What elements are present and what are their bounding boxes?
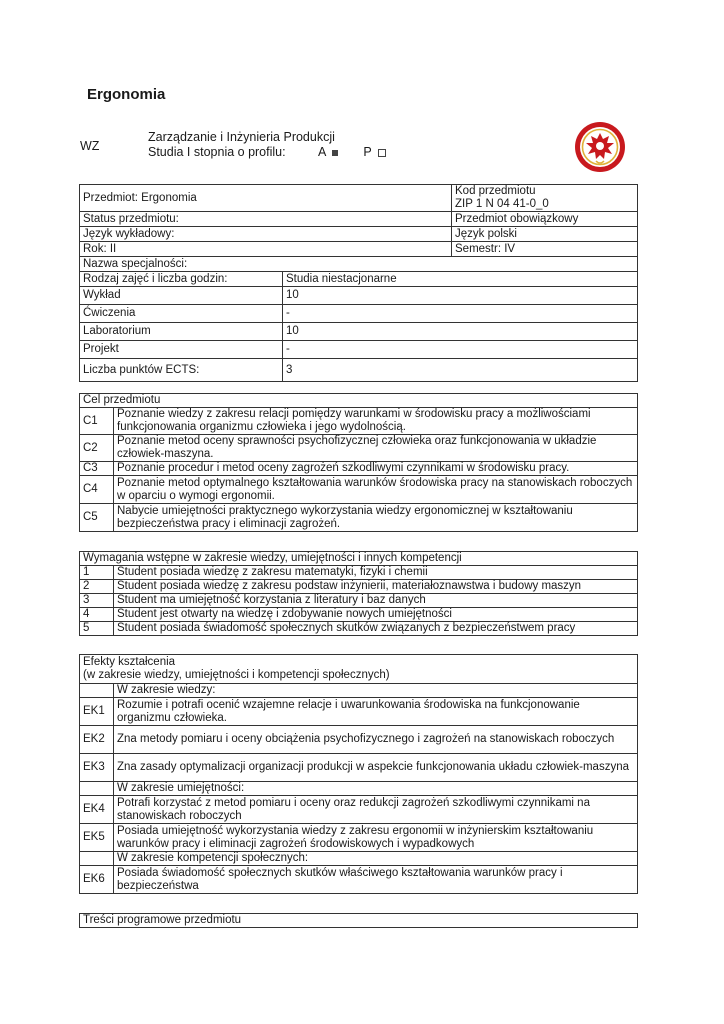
table-row [80,242,638,257]
semester-value: Semestr: IV [452,242,638,257]
table-row [80,754,638,782]
effect-code: EK5 [80,824,114,852]
language-label: Język wykładowy: [80,227,452,242]
profile-option-a [318,145,338,160]
effect-text: Zna metody pomiaru i oceny obciążenia psychofizycznego i zagrożeń na stanowiskach roboczych [114,726,638,754]
table-row [80,608,638,622]
prereq-title: Wymagania wstępne w zakresie wiedzy, umiejętności i innych kompetencji [80,552,638,566]
course-info-table [79,184,638,382]
code-cell [452,185,638,212]
specialty-label: Nazwa specjalności: [80,257,638,272]
hours-label: Wykład [80,287,283,305]
prereq-text: Student ma umiejętność korzystania z literatury i baz danych [114,594,638,608]
table-row [80,566,638,580]
goal-code: C5 [80,504,114,532]
profile-option-a-label: A [318,145,327,159]
table-row [80,272,638,287]
goal-text: Poznanie procedur i metod oceny zagrożeń szkodliwymi czynnikami w środowisku pracy. [114,462,638,476]
hours-value: - [283,305,638,323]
table-row [80,796,638,824]
language-value: Język polski [452,227,638,242]
effect-code: EK4 [80,796,114,824]
goal-code: C4 [80,476,114,504]
course-goals-table [79,393,638,532]
code-value: ZIP 1 N 04 41-0_0 [455,198,549,210]
effect-code: EK1 [80,698,114,726]
social-header: W zakresie kompetencji społecznych: [114,852,638,866]
empty-cell [80,782,114,796]
prereq-code: 3 [80,594,114,608]
goal-code: C1 [80,408,114,435]
table-row [80,914,638,928]
effect-text: Potrafi korzystać z metod pomiaru i oceny oraz redukcji zagrożeń szkodliwymi czynnikami na stanowiskach roboczych [114,796,638,824]
table-row [80,185,638,212]
hours-value: 10 [283,323,638,341]
goal-text: Poznanie wiedzy z zakresu relacji pomiędzy warunkami w środowisku pracy a możliwościami funkcjonowania organizmu człowieka i jego wydolnością. [114,408,638,435]
hours-label: Laboratorium [80,323,283,341]
table-row [80,866,638,894]
table-row [80,622,638,636]
effect-code: EK3 [80,754,114,782]
table-row [80,824,638,852]
prereq-text: Student posiada wiedzę z zakresu matematyki, fizyki i chemii [114,566,638,580]
goal-text: Nabycie umiejętności praktycznego wykorzystania wiedzy ergonomicznej w kształtowaniu bezpieczeństwa pracy i eliminacji zagrożeń. [114,504,638,532]
goals-title: Cel przedmiotu [80,394,638,408]
effect-text: Posiada świadomość społecznych skutków właściwego kształtowania warunków pracy i bezpieczeństwa [114,866,638,894]
table-row [80,408,638,435]
table-row [80,227,638,242]
skills-header: W zakresie umiejętności: [114,782,638,796]
effects-heading [80,655,638,684]
table-row [80,580,638,594]
goal-code: C3 [80,462,114,476]
program-info [148,130,411,160]
effect-code: EK6 [80,866,114,894]
program-name: Zarządzanie i Inżynieria Produkcji [148,130,335,144]
classes-value: Studia niestacjonarne [283,272,638,287]
table-row [80,726,638,754]
table-row [80,655,638,684]
prereq-code: 5 [80,622,114,636]
prereq-code: 2 [80,580,114,594]
ects-label: Liczba punktów ECTS: [80,359,283,382]
faculty-code: WZ [80,139,100,153]
table-row [80,287,638,305]
table-row [80,212,638,227]
empty-cell [80,852,114,866]
document-title: Ergonomia [87,86,166,103]
table-row [80,462,638,476]
profile-label: Studia I stopnia o profilu: [148,145,286,159]
profile-row [148,145,411,160]
subject-cell: Przedmiot: Ergonomia [80,185,452,212]
effects-subtitle: (w zakresie wiedzy, umiejętności i kompetencji społecznych) [83,669,390,681]
prereq-text: Student posiada wiedzę z zakresu podstaw inżynierii, materiałoznawstwa i budowy maszyn [114,580,638,594]
profile-option-p [363,145,385,160]
prereq-text: Student jest otwarty na wiedzę i zdobywanie nowych umiejętności [114,608,638,622]
code-label: Kod przedmiotu [455,185,536,197]
table-row [80,504,638,532]
goal-text: Poznanie metod optymalnego kształtowania warunków środowiska pracy na stanowiskach roboczych w oparciu o wymogi ergonomii. [114,476,638,504]
prereq-code: 1 [80,566,114,580]
table-row [80,476,638,504]
table-row [80,684,638,698]
university-emblem-icon [574,121,626,173]
hours-value: 10 [283,287,638,305]
ects-value: 3 [283,359,638,382]
table-row [80,698,638,726]
effects-title: Efekty kształcenia [83,656,176,668]
program-content-table [79,913,638,928]
knowledge-header: W zakresie wiedzy: [114,684,638,698]
profile-option-p-label: P [363,145,372,159]
table-row [80,359,638,382]
hours-label: Ćwiczenia [80,305,283,323]
checked-box-icon [332,150,338,156]
goal-code: C2 [80,435,114,462]
effect-code: EK2 [80,726,114,754]
hours-label: Projekt [80,341,283,359]
learning-outcomes-table [79,654,638,894]
table-row [80,394,638,408]
unchecked-box-icon [378,149,386,157]
table-row [80,257,638,272]
effect-text: Zna zasady optymalizacji organizacji produkcji w aspekcie funkcjonowania układu człowiek-maszyna [114,754,638,782]
hours-value: - [283,341,638,359]
content-title: Treści programowe przedmiotu [80,914,638,928]
empty-cell [80,684,114,698]
effect-text: Posiada umiejętność wykorzystania wiedzy z zakresu ergonomii w inżynierskim kształtowaniu warunków pracy i eliminacji zagrożeń środowiskowych i wypadkowych [114,824,638,852]
table-row [80,852,638,866]
effect-text: Rozumie i potrafi ocenić wzajemne relacje i uwarunkowania środowiska na funkcjonowanie organizmu człowieka. [114,698,638,726]
table-row [80,341,638,359]
table-row [80,435,638,462]
year-label: Rok: II [80,242,452,257]
prereq-text: Student posiada świadomość społecznych skutków związanych z bezpieczeństwem pracy [114,622,638,636]
table-row [80,594,638,608]
status-value: Przedmiot obowiązkowy [452,212,638,227]
table-row [80,305,638,323]
classes-label: Rodzaj zajęć i liczba godzin: [80,272,283,287]
goal-text: Poznanie metod oceny sprawności psychofizycznej człowieka oraz funkcjonowania w układzie człowiek-maszyna. [114,435,638,462]
table-row [80,552,638,566]
table-row [80,782,638,796]
table-row [80,323,638,341]
status-label: Status przedmiotu: [80,212,452,227]
prereq-code: 4 [80,608,114,622]
prerequisites-table [79,551,638,636]
